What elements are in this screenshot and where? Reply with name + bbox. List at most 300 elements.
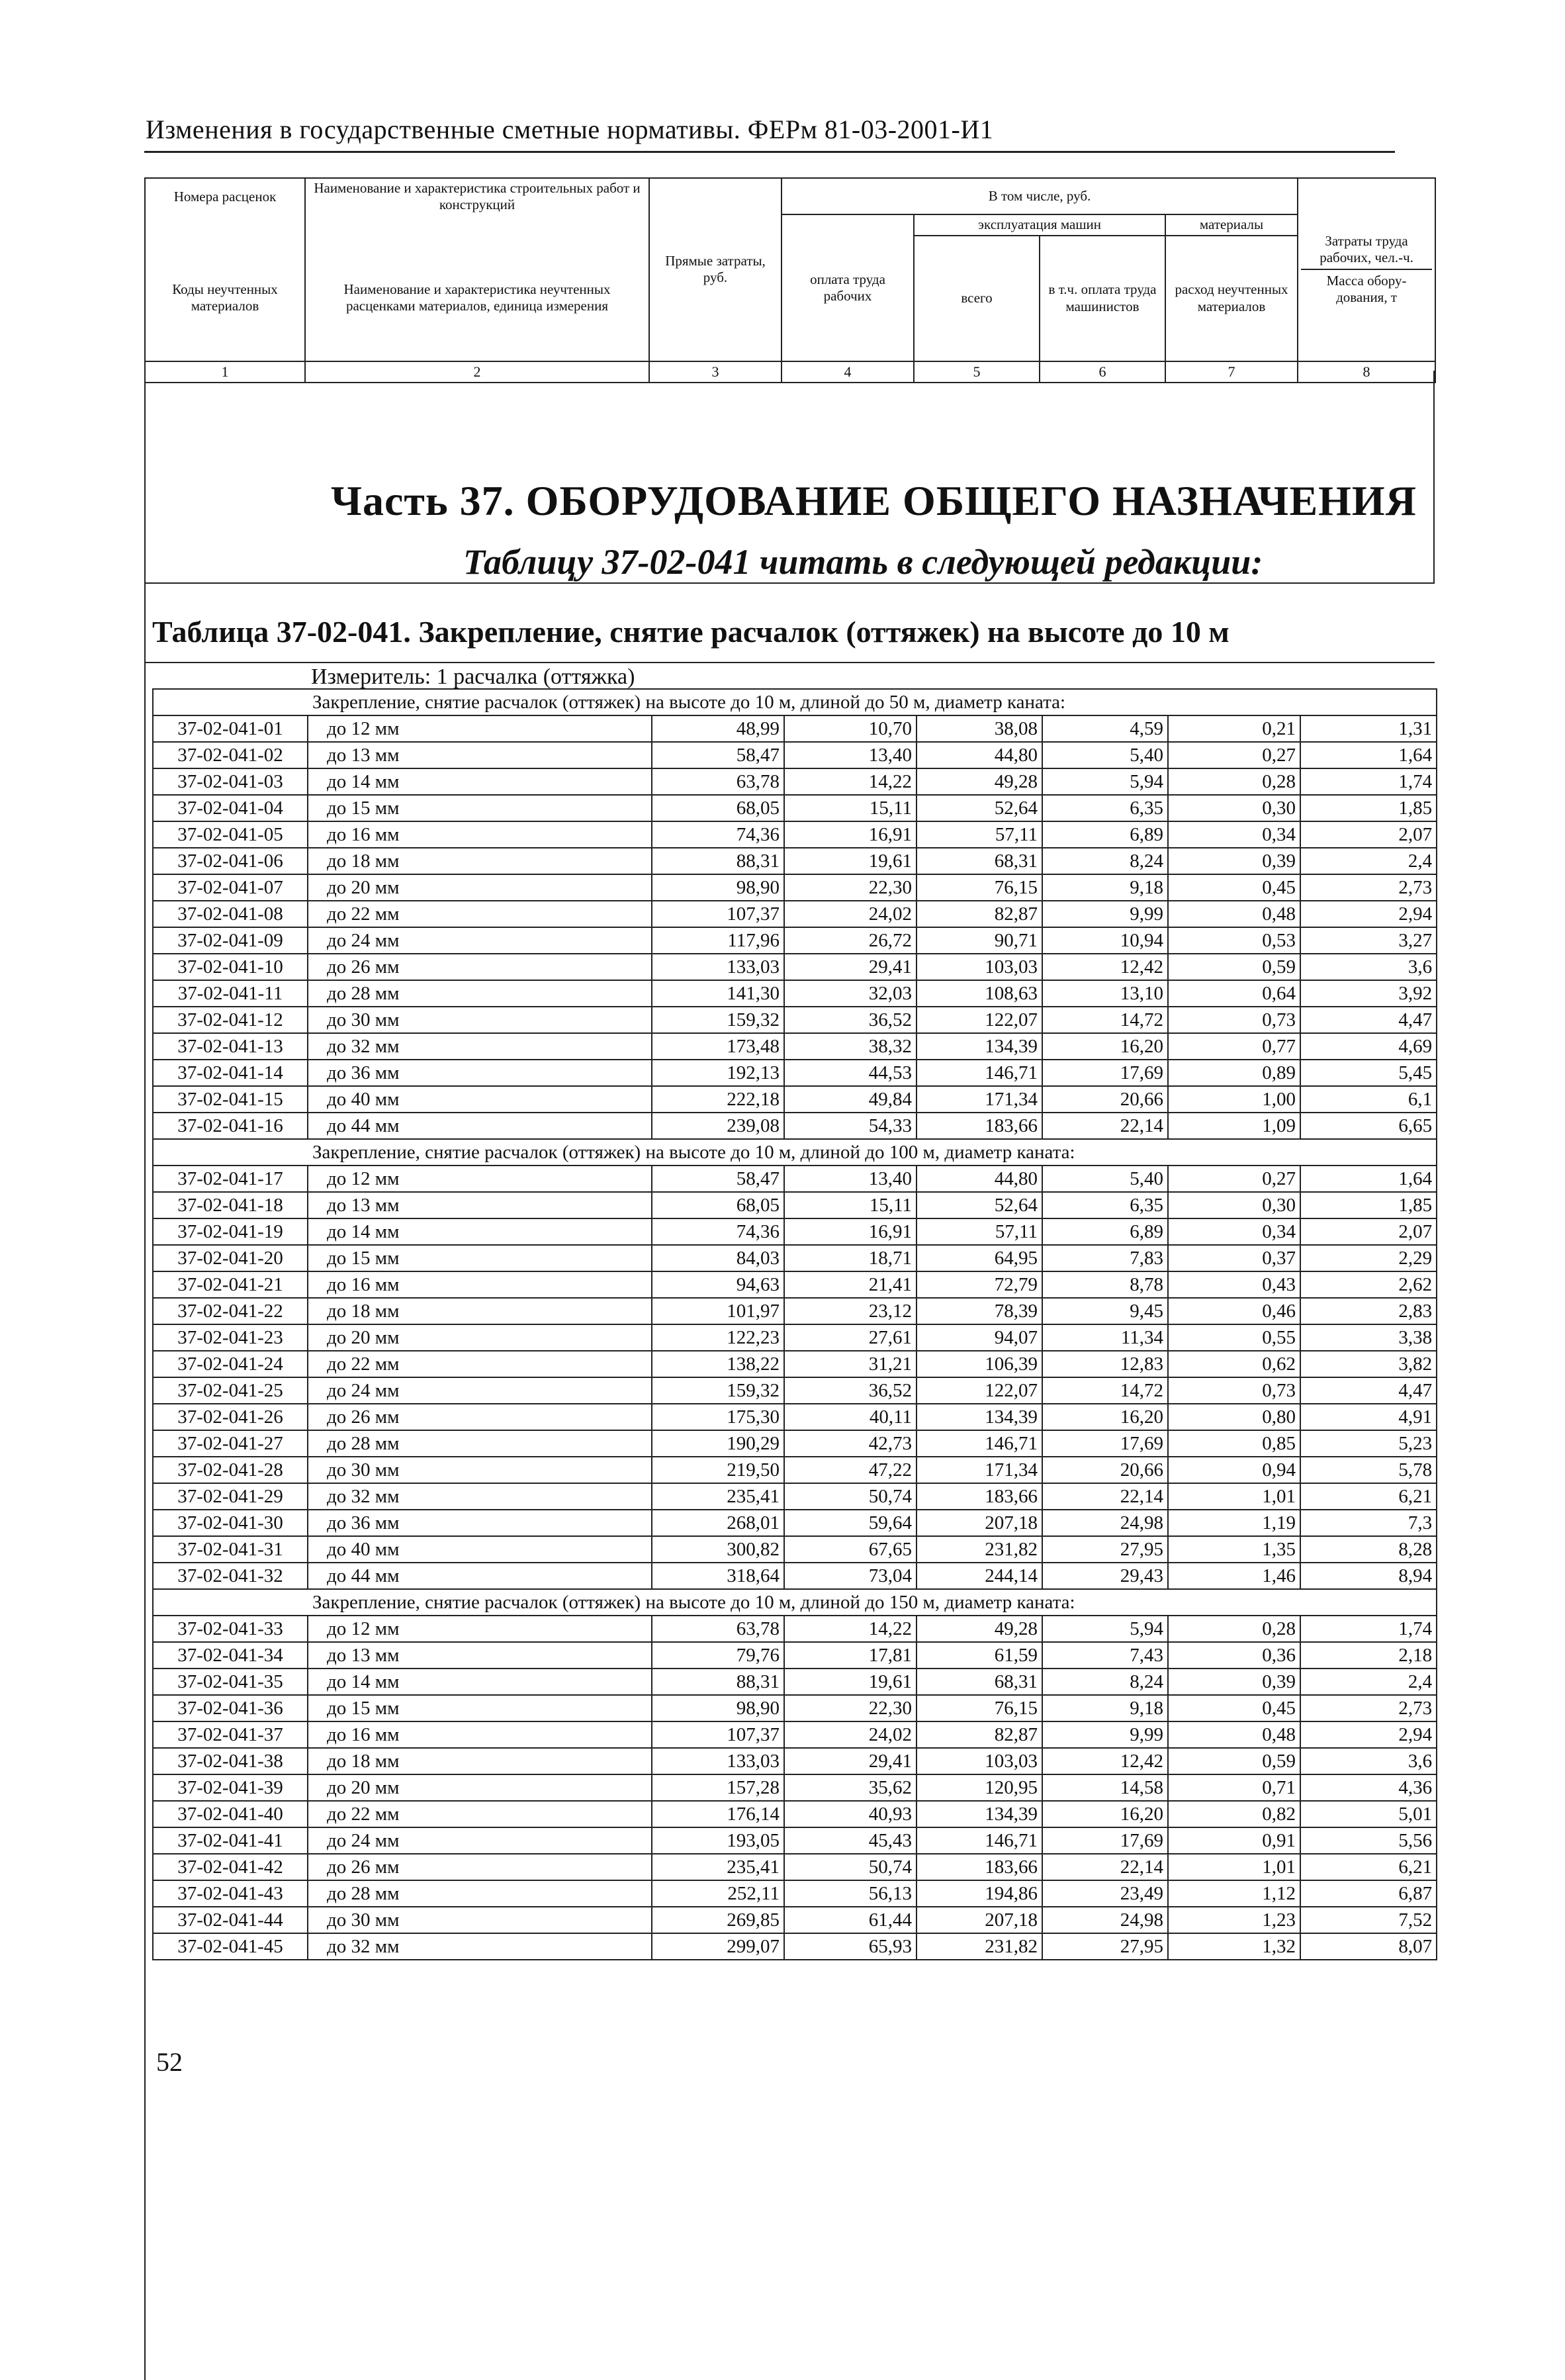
group-title: Закрепление, снятие расчалок (оттяжек) на высоте до 10 м, длиной до 100 м, диаметр каната:	[153, 1139, 1437, 1166]
table-row	[153, 1404, 1437, 1430]
work-name-cell: до 16 мм	[308, 821, 652, 848]
machines-total-cell: 57,11	[917, 1218, 1042, 1245]
col-header-machines: эксплуатация машин	[914, 214, 1165, 235]
machines-total-cell: 94,07	[917, 1324, 1042, 1351]
table-row	[153, 1324, 1437, 1351]
labor-pay-cell: 50,74	[784, 1483, 917, 1510]
work-name-cell: до 32 мм	[308, 1033, 652, 1060]
equipment-mass-cell: 4,47	[1300, 1377, 1437, 1404]
work-name-cell: до 36 мм	[308, 1510, 652, 1536]
labor-hours-cell: 0,59	[1168, 954, 1300, 980]
machines-total-cell: 38,08	[917, 715, 1042, 742]
table-row	[153, 1457, 1437, 1483]
table-row	[153, 742, 1437, 768]
labor-pay-cell: 56,13	[784, 1880, 917, 1907]
table-row	[153, 1774, 1437, 1801]
labor-hours-cell: 0,45	[1168, 874, 1300, 901]
labor-pay-cell: 38,32	[784, 1033, 917, 1060]
labor-pay-cell: 42,73	[784, 1430, 917, 1457]
operators-pay-cell: 20,66	[1042, 1457, 1168, 1483]
direct-costs-cell: 133,03	[652, 954, 784, 980]
operators-pay-cell: 17,69	[1042, 1430, 1168, 1457]
table-row	[153, 1695, 1437, 1721]
table-row	[153, 1880, 1437, 1907]
work-name-cell: до 44 мм	[308, 1563, 652, 1589]
direct-costs-cell: 98,90	[652, 1695, 784, 1721]
labor-hours-cell: 0,43	[1168, 1271, 1300, 1298]
work-name-cell: до 28 мм	[308, 1430, 652, 1457]
labor-hours-cell: 0,28	[1168, 1616, 1300, 1642]
col-number: 8	[1298, 361, 1435, 383]
equipment-mass-cell: 3,6	[1300, 954, 1437, 980]
operators-pay-cell: 12,83	[1042, 1351, 1168, 1377]
col-number: 2	[305, 361, 649, 383]
group-row	[153, 1139, 1437, 1166]
table-row	[153, 1827, 1437, 1854]
equipment-mass-cell: 3,82	[1300, 1351, 1437, 1377]
col-header-8-bottom: Масса обору-дования, т	[1326, 273, 1407, 306]
table-row	[153, 1060, 1437, 1086]
equipment-mass-cell: 1,74	[1300, 1616, 1437, 1642]
work-name-cell: до 14 мм	[308, 768, 652, 795]
equipment-mass-cell: 1,64	[1300, 1166, 1437, 1192]
labor-hours-cell: 0,39	[1168, 1669, 1300, 1695]
labor-hours-cell: 0,48	[1168, 901, 1300, 927]
work-name-cell: до 44 мм	[308, 1113, 652, 1139]
labor-hours-cell: 0,48	[1168, 1721, 1300, 1748]
table-row	[153, 1218, 1437, 1245]
equipment-mass-cell: 5,56	[1300, 1827, 1437, 1854]
rate-code-cell: 37-02-041-21	[153, 1271, 308, 1298]
labor-pay-cell: 29,41	[784, 1748, 917, 1774]
col-header-1-top: Номера расценок	[145, 178, 305, 214]
labor-pay-cell: 47,22	[784, 1457, 917, 1483]
machines-total-cell: 90,71	[917, 927, 1042, 954]
rate-code-cell: 37-02-041-03	[153, 768, 308, 795]
machines-total-cell: 44,80	[917, 742, 1042, 768]
equipment-mass-cell: 3,6	[1300, 1748, 1437, 1774]
machines-total-cell: 171,34	[917, 1457, 1042, 1483]
operators-pay-cell: 10,94	[1042, 927, 1168, 954]
direct-costs-cell: 107,37	[652, 1721, 784, 1748]
machines-total-cell: 61,59	[917, 1642, 1042, 1669]
work-name-cell: до 30 мм	[308, 1457, 652, 1483]
equipment-mass-cell: 3,27	[1300, 927, 1437, 954]
group-row	[153, 1589, 1437, 1616]
labor-pay-cell: 35,62	[784, 1774, 917, 1801]
equipment-mass-cell: 8,28	[1300, 1536, 1437, 1563]
rate-code-cell: 37-02-041-41	[153, 1827, 308, 1854]
direct-costs-cell: 219,50	[652, 1457, 784, 1483]
labor-pay-cell: 24,02	[784, 901, 917, 927]
equipment-mass-cell: 2,73	[1300, 1695, 1437, 1721]
labor-pay-cell: 29,41	[784, 954, 917, 980]
page-number: 52	[156, 2047, 183, 2077]
operators-pay-cell: 12,42	[1042, 954, 1168, 980]
equipment-mass-cell: 3,38	[1300, 1324, 1437, 1351]
table-row	[153, 1430, 1437, 1457]
work-name-cell: до 14 мм	[308, 1218, 652, 1245]
table-row	[153, 715, 1437, 742]
separator-line	[144, 582, 1435, 584]
labor-pay-cell: 13,40	[784, 742, 917, 768]
equipment-mass-cell: 1,74	[1300, 768, 1437, 795]
rate-code-cell: 37-02-041-38	[153, 1748, 308, 1774]
labor-hours-cell: 1,01	[1168, 1854, 1300, 1880]
rate-code-cell: 37-02-041-10	[153, 954, 308, 980]
labor-pay-cell: 59,64	[784, 1510, 917, 1536]
col-number: 3	[649, 361, 782, 383]
header-rule	[144, 151, 1395, 153]
work-name-cell: до 12 мм	[308, 1166, 652, 1192]
machines-total-cell: 76,15	[917, 874, 1042, 901]
rate-code-cell: 37-02-041-07	[153, 874, 308, 901]
equipment-mass-cell: 5,01	[1300, 1801, 1437, 1827]
table-row	[153, 1271, 1437, 1298]
frame-left-border	[144, 371, 146, 2380]
rate-code-cell: 37-02-041-19	[153, 1218, 308, 1245]
labor-pay-cell: 10,70	[784, 715, 917, 742]
machines-total-cell: 64,95	[917, 1245, 1042, 1271]
direct-costs-cell: 222,18	[652, 1086, 784, 1113]
table-row	[153, 821, 1437, 848]
col-header-2-bottom: Наименование и характеристика неучтенных расценками материалов, единица измерения	[305, 236, 649, 361]
labor-hours-cell: 0,27	[1168, 1166, 1300, 1192]
operators-pay-cell: 11,34	[1042, 1324, 1168, 1351]
equipment-mass-cell: 5,78	[1300, 1457, 1437, 1483]
direct-costs-cell: 141,30	[652, 980, 784, 1007]
work-name-cell: до 24 мм	[308, 1377, 652, 1404]
labor-hours-cell: 0,77	[1168, 1033, 1300, 1060]
equipment-mass-cell: 1,31	[1300, 715, 1437, 742]
col-number: 1	[145, 361, 305, 383]
table-row	[153, 1801, 1437, 1827]
machines-total-cell: 231,82	[917, 1933, 1042, 1960]
labor-pay-cell: 27,61	[784, 1324, 917, 1351]
labor-hours-cell: 0,34	[1168, 821, 1300, 848]
rate-code-cell: 37-02-041-06	[153, 848, 308, 874]
labor-pay-cell: 17,81	[784, 1642, 917, 1669]
equipment-mass-cell: 2,29	[1300, 1245, 1437, 1271]
labor-pay-cell: 40,11	[784, 1404, 917, 1430]
labor-pay-cell: 65,93	[784, 1933, 917, 1960]
operators-pay-cell: 8,24	[1042, 1669, 1168, 1695]
work-name-cell: до 13 мм	[308, 1192, 652, 1218]
labor-pay-cell: 23,12	[784, 1298, 917, 1324]
labor-pay-cell: 45,43	[784, 1827, 917, 1854]
rate-code-cell: 37-02-041-25	[153, 1377, 308, 1404]
table-row	[153, 1298, 1437, 1324]
work-name-cell: до 24 мм	[308, 927, 652, 954]
rate-code-cell: 37-02-041-32	[153, 1563, 308, 1589]
operators-pay-cell: 7,83	[1042, 1245, 1168, 1271]
col-number: 4	[782, 361, 914, 383]
equipment-mass-cell: 3,92	[1300, 980, 1437, 1007]
table-row	[153, 1907, 1437, 1933]
work-name-cell: до 15 мм	[308, 1245, 652, 1271]
table-row	[153, 848, 1437, 874]
direct-costs-cell: 133,03	[652, 1748, 784, 1774]
labor-hours-cell: 1,09	[1168, 1113, 1300, 1139]
work-name-cell: до 24 мм	[308, 1827, 652, 1854]
col-number: 6	[1040, 361, 1165, 383]
labor-pay-cell: 44,53	[784, 1060, 917, 1086]
table-row	[153, 1113, 1437, 1139]
operators-pay-cell: 20,66	[1042, 1086, 1168, 1113]
col-number: 7	[1165, 361, 1298, 383]
column-header-table	[144, 177, 1436, 383]
labor-hours-cell: 0,85	[1168, 1430, 1300, 1457]
labor-pay-cell: 14,22	[784, 1616, 917, 1642]
rate-code-cell: 37-02-041-13	[153, 1033, 308, 1060]
machines-total-cell: 134,39	[917, 1404, 1042, 1430]
direct-costs-cell: 68,05	[652, 1192, 784, 1218]
labor-pay-cell: 18,71	[784, 1245, 917, 1271]
rate-code-cell: 37-02-041-24	[153, 1351, 308, 1377]
machines-total-cell: 207,18	[917, 1510, 1042, 1536]
machines-total-cell: 106,39	[917, 1351, 1042, 1377]
machines-total-cell: 49,28	[917, 768, 1042, 795]
work-name-cell: до 32 мм	[308, 1483, 652, 1510]
labor-pay-cell: 21,41	[784, 1271, 917, 1298]
equipment-mass-cell: 4,47	[1300, 1007, 1437, 1033]
table-row	[153, 1536, 1437, 1563]
work-name-cell: до 20 мм	[308, 874, 652, 901]
equipment-mass-cell: 8,94	[1300, 1563, 1437, 1589]
equipment-mass-cell: 4,36	[1300, 1774, 1437, 1801]
direct-costs-cell: 88,31	[652, 848, 784, 874]
rate-code-cell: 37-02-041-20	[153, 1245, 308, 1271]
operators-pay-cell: 4,59	[1042, 715, 1168, 742]
direct-costs-cell: 94,63	[652, 1271, 784, 1298]
table-row	[153, 1748, 1437, 1774]
work-name-cell: до 15 мм	[308, 1695, 652, 1721]
equipment-mass-cell: 2,07	[1300, 1218, 1437, 1245]
labor-hours-cell: 0,91	[1168, 1827, 1300, 1854]
machines-total-cell: 183,66	[917, 1483, 1042, 1510]
direct-costs-cell: 318,64	[652, 1563, 784, 1589]
machines-total-cell: 72,79	[917, 1271, 1042, 1298]
operators-pay-cell: 16,20	[1042, 1404, 1168, 1430]
operators-pay-cell: 8,78	[1042, 1271, 1168, 1298]
operators-pay-cell: 14,72	[1042, 1377, 1168, 1404]
group-row	[153, 689, 1437, 715]
operators-pay-cell: 24,98	[1042, 1907, 1168, 1933]
rate-code-cell: 37-02-041-30	[153, 1510, 308, 1536]
group-title: Закрепление, снятие расчалок (оттяжек) на высоте до 10 м, длиной до 50 м, диаметр каната:	[153, 689, 1437, 715]
work-name-cell: до 18 мм	[308, 1748, 652, 1774]
rate-code-cell: 37-02-041-33	[153, 1616, 308, 1642]
table-row	[153, 1086, 1437, 1113]
operators-pay-cell: 9,99	[1042, 901, 1168, 927]
equipment-mass-cell: 2,07	[1300, 821, 1437, 848]
table-title: Таблица 37-02-041. Закрепление, снятие расчалок (оттяжек) на высоте до 10 м	[152, 615, 1230, 649]
work-name-cell: до 14 мм	[308, 1669, 652, 1695]
equipment-mass-cell: 1,85	[1300, 795, 1437, 821]
rate-code-cell: 37-02-041-17	[153, 1166, 308, 1192]
equipment-mass-cell: 2,62	[1300, 1271, 1437, 1298]
work-name-cell: до 18 мм	[308, 1298, 652, 1324]
labor-hours-cell: 0,27	[1168, 742, 1300, 768]
labor-hours-cell: 0,45	[1168, 1695, 1300, 1721]
work-name-cell: до 32 мм	[308, 1933, 652, 1960]
direct-costs-cell: 252,11	[652, 1880, 784, 1907]
labor-pay-cell: 26,72	[784, 927, 917, 954]
rate-code-cell: 37-02-041-08	[153, 901, 308, 927]
operators-pay-cell: 12,42	[1042, 1748, 1168, 1774]
labor-hours-cell: 0,21	[1168, 715, 1300, 742]
table-row	[153, 1192, 1437, 1218]
rate-code-cell: 37-02-041-44	[153, 1907, 308, 1933]
table-row	[153, 1033, 1437, 1060]
labor-pay-cell: 16,91	[784, 821, 917, 848]
labor-hours-cell: 0,34	[1168, 1218, 1300, 1245]
work-name-cell: до 22 мм	[308, 901, 652, 927]
rate-code-cell: 37-02-041-31	[153, 1536, 308, 1563]
equipment-mass-cell: 6,1	[1300, 1086, 1437, 1113]
equipment-mass-cell: 2,83	[1300, 1298, 1437, 1324]
direct-costs-cell: 173,48	[652, 1033, 784, 1060]
labor-hours-cell: 1,23	[1168, 1907, 1300, 1933]
col-header-8	[1298, 178, 1435, 361]
operators-pay-cell: 9,99	[1042, 1721, 1168, 1748]
direct-costs-cell: 84,03	[652, 1245, 784, 1271]
table-row	[153, 768, 1437, 795]
table-row	[153, 980, 1437, 1007]
direct-costs-cell: 48,99	[652, 715, 784, 742]
labor-pay-cell: 16,91	[784, 1218, 917, 1245]
direct-costs-cell: 63,78	[652, 1616, 784, 1642]
work-name-cell: до 26 мм	[308, 1404, 652, 1430]
operators-pay-cell: 14,58	[1042, 1774, 1168, 1801]
direct-costs-cell: 159,32	[652, 1377, 784, 1404]
labor-hours-cell: 0,53	[1168, 927, 1300, 954]
work-name-cell: до 28 мм	[308, 1880, 652, 1907]
equipment-mass-cell: 4,91	[1300, 1404, 1437, 1430]
work-name-cell: до 15 мм	[308, 795, 652, 821]
equipment-mass-cell: 7,52	[1300, 1907, 1437, 1933]
work-name-cell: до 26 мм	[308, 1854, 652, 1880]
direct-costs-cell: 268,01	[652, 1510, 784, 1536]
rate-code-cell: 37-02-041-28	[153, 1457, 308, 1483]
direct-costs-cell: 159,32	[652, 1007, 784, 1033]
rate-code-cell: 37-02-041-26	[153, 1404, 308, 1430]
labor-pay-cell: 19,61	[784, 1669, 917, 1695]
col-header-8-divider	[1301, 269, 1432, 270]
work-name-cell: до 16 мм	[308, 1271, 652, 1298]
rate-code-cell: 37-02-041-27	[153, 1430, 308, 1457]
labor-hours-cell: 0,71	[1168, 1774, 1300, 1801]
machines-total-cell: 244,14	[917, 1563, 1042, 1589]
operators-pay-cell: 27,95	[1042, 1536, 1168, 1563]
col-header-8-top: Затраты труда рабочих, чел.-ч.	[1319, 232, 1413, 266]
labor-hours-cell: 0,64	[1168, 980, 1300, 1007]
work-name-cell: до 20 мм	[308, 1774, 652, 1801]
labor-pay-cell: 40,93	[784, 1801, 917, 1827]
operators-pay-cell: 24,98	[1042, 1510, 1168, 1536]
machines-total-cell: 194,86	[917, 1880, 1042, 1907]
machines-total-cell: 49,28	[917, 1616, 1042, 1642]
direct-costs-cell: 190,29	[652, 1430, 784, 1457]
table-row	[153, 874, 1437, 901]
equipment-mass-cell: 1,85	[1300, 1192, 1437, 1218]
operators-pay-cell: 9,18	[1042, 874, 1168, 901]
direct-costs-cell: 157,28	[652, 1774, 784, 1801]
operators-pay-cell: 9,45	[1042, 1298, 1168, 1324]
rate-code-cell: 37-02-041-12	[153, 1007, 308, 1033]
machines-total-cell: 78,39	[917, 1298, 1042, 1324]
direct-costs-cell: 79,76	[652, 1642, 784, 1669]
rate-code-cell: 37-02-041-45	[153, 1933, 308, 1960]
labor-hours-cell: 0,30	[1168, 1192, 1300, 1218]
rate-code-cell: 37-02-041-42	[153, 1854, 308, 1880]
direct-costs-cell: 68,05	[652, 795, 784, 821]
table-row	[153, 1933, 1437, 1960]
work-name-cell: до 22 мм	[308, 1351, 652, 1377]
frame-right-border	[1433, 371, 1435, 582]
equipment-mass-cell: 2,4	[1300, 1669, 1437, 1695]
operators-pay-cell: 13,10	[1042, 980, 1168, 1007]
machines-total-cell: 68,31	[917, 1669, 1042, 1695]
direct-costs-cell: 117,96	[652, 927, 784, 954]
labor-hours-cell: 0,80	[1168, 1404, 1300, 1430]
machines-total-cell: 231,82	[917, 1536, 1042, 1563]
work-name-cell: до 20 мм	[308, 1324, 652, 1351]
work-name-cell: до 13 мм	[308, 1642, 652, 1669]
col-header-2-top: Наименование и характеристика строительных работ и конструкций	[305, 178, 649, 214]
machines-total-cell: 68,31	[917, 848, 1042, 874]
table-note: Таблицу 37-02-041 читать в следующей редакции:	[463, 542, 1263, 582]
machines-total-cell: 108,63	[917, 980, 1042, 1007]
table-row	[153, 1721, 1437, 1748]
labor-hours-cell: 0,46	[1168, 1298, 1300, 1324]
operators-pay-cell: 7,43	[1042, 1642, 1168, 1669]
direct-costs-cell: 88,31	[652, 1669, 784, 1695]
equipment-mass-cell: 7,3	[1300, 1510, 1437, 1536]
labor-pay-cell: 49,84	[784, 1086, 917, 1113]
work-name-cell: до 36 мм	[308, 1060, 652, 1086]
direct-costs-cell: 235,41	[652, 1483, 784, 1510]
operators-pay-cell: 8,24	[1042, 848, 1168, 874]
equipment-mass-cell: 6,21	[1300, 1483, 1437, 1510]
machines-total-cell: 171,34	[917, 1086, 1042, 1113]
direct-costs-cell: 299,07	[652, 1933, 784, 1960]
operators-pay-cell: 5,40	[1042, 742, 1168, 768]
table-row	[153, 1510, 1437, 1536]
operators-pay-cell: 6,89	[1042, 821, 1168, 848]
labor-hours-cell: 0,94	[1168, 1457, 1300, 1483]
direct-costs-cell: 101,97	[652, 1298, 784, 1324]
table-row	[153, 954, 1437, 980]
machines-total-cell: 122,07	[917, 1377, 1042, 1404]
col-header-incl: В том числе, руб.	[782, 178, 1298, 214]
part-title: Часть 37. ОБОРУДОВАНИЕ ОБЩЕГО НАЗНАЧЕНИЯ	[331, 477, 1417, 524]
operators-pay-cell: 5,94	[1042, 1616, 1168, 1642]
labor-pay-cell: 67,65	[784, 1536, 917, 1563]
col-number: 5	[914, 361, 1040, 383]
table-row	[153, 1377, 1437, 1404]
operators-pay-cell: 22,14	[1042, 1113, 1168, 1139]
col-header-5: всего	[914, 236, 1040, 361]
labor-pay-cell: 15,11	[784, 1192, 917, 1218]
equipment-mass-cell: 5,45	[1300, 1060, 1437, 1086]
operators-pay-cell: 22,14	[1042, 1854, 1168, 1880]
labor-hours-cell: 0,59	[1168, 1748, 1300, 1774]
operators-pay-cell: 29,43	[1042, 1563, 1168, 1589]
labor-hours-cell: 0,73	[1168, 1377, 1300, 1404]
labor-hours-cell: 1,01	[1168, 1483, 1300, 1510]
labor-pay-cell: 36,52	[784, 1377, 917, 1404]
